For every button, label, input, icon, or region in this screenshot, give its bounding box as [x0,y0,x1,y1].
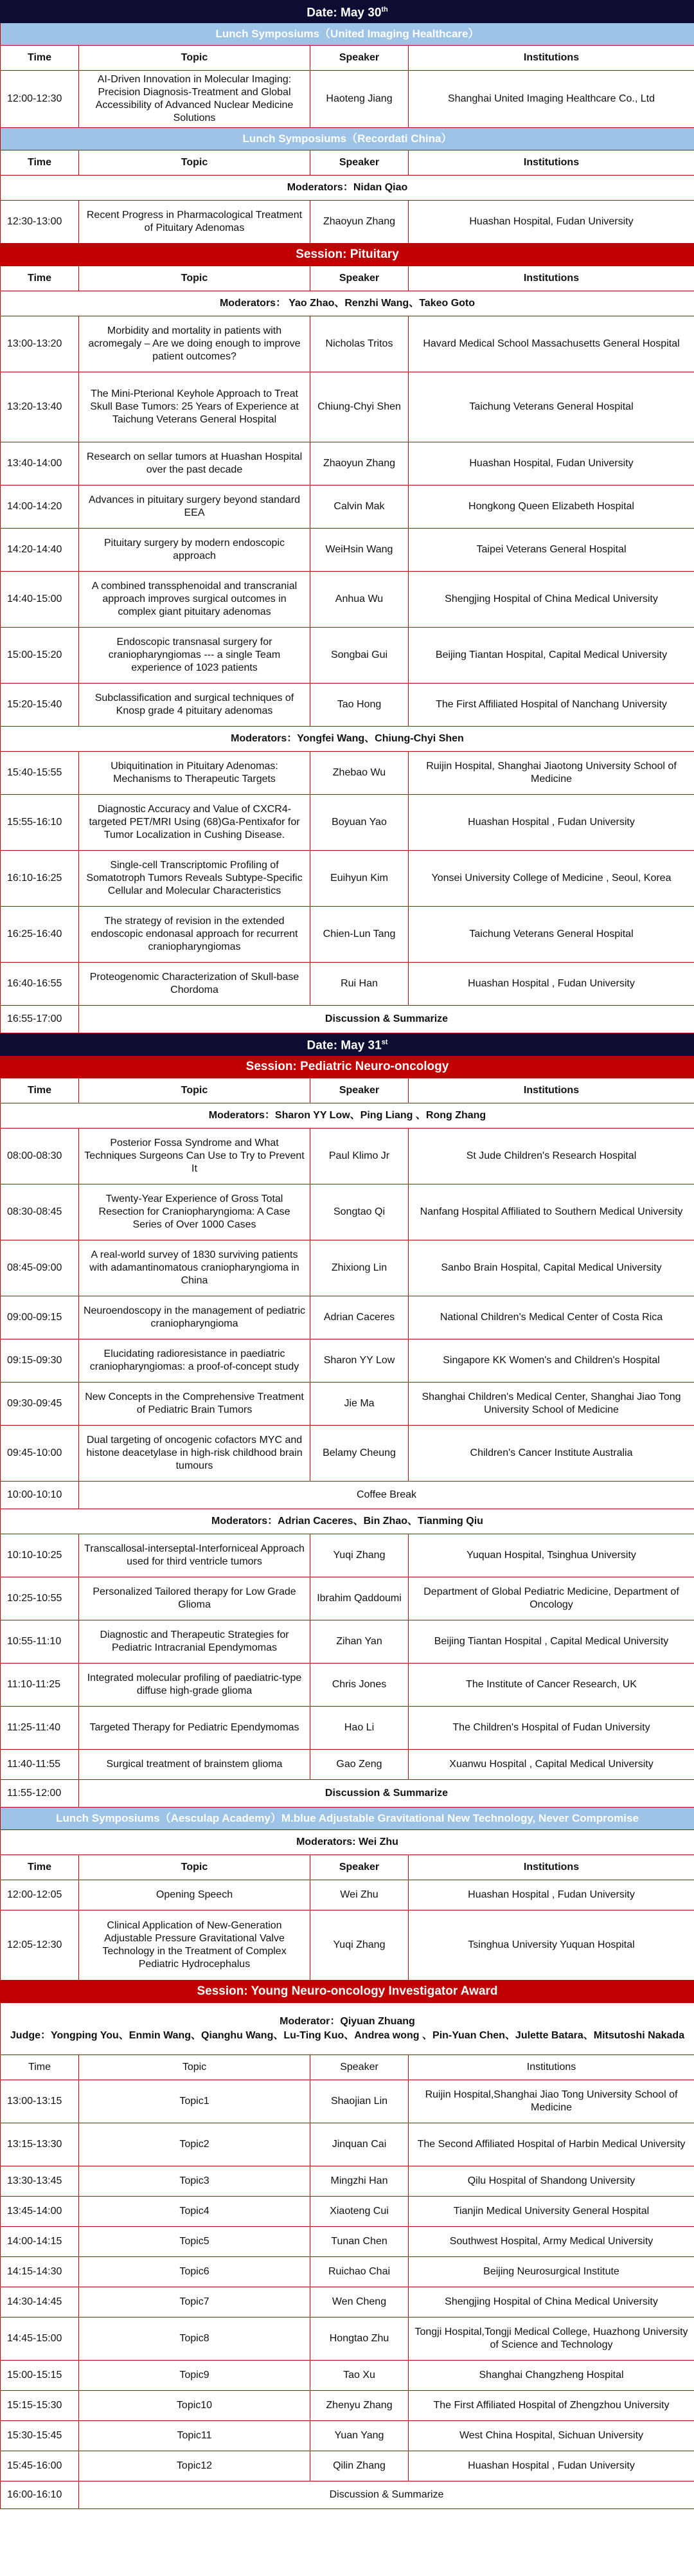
table-row [1,529,694,572]
header-institutions: Institutions [409,2055,694,2080]
speaker-cell: Jie Ma [310,1383,409,1426]
speaker-cell: Tao Hong [310,684,409,727]
speaker-cell: Chien-Lun Tang [310,907,409,963]
header-institutions: Institutions [409,150,694,176]
speaker-cell: Zihan Yan [310,1620,409,1664]
time-cell: 13:00-13:15 [1,2080,79,2123]
table-row [1,1880,694,1910]
table-row [1,2227,694,2257]
table-row [1,1620,694,1664]
topic-cell: Opening Speech [79,1880,310,1910]
speaker-cell: Ruichao Chai [310,2257,409,2287]
table-row [1,2391,694,2421]
time-cell: 13:45-14:00 [1,2197,79,2227]
table-row [1,2361,694,2391]
institution-cell: Sanbo Brain Hospital, Capital Medical University [409,1240,694,1296]
speaker-cell: Tao Xu [310,2361,409,2391]
table-row [1,851,694,907]
speaker-cell: Anhua Wu [310,572,409,628]
table-row [1,442,694,485]
moderators-row [1,1509,694,1534]
institution-cell: Huashan Hospital , Fudan University [409,795,694,851]
institution-cell: Taichung Veterans General Hospital [409,907,694,963]
time-cell: 14:00-14:20 [1,485,79,529]
topic-cell: Topic6 [79,2257,310,2287]
header-speaker: Speaker [310,2055,409,2080]
institution-cell: Huashan Hospital , Fudan University [409,2451,694,2481]
speaker-cell: Nicholas Tritos [310,316,409,372]
header-institutions: Institutions [409,46,694,71]
header-institutions: Institutions [409,1078,694,1103]
speaker-cell: Boyuan Yao [310,795,409,851]
time-cell: 16:00-16:10 [1,2481,79,2509]
time-cell: 10:00-10:10 [1,1482,79,1509]
moderators-row [1,1103,694,1129]
time-cell: 12:05-12:30 [1,1910,79,1981]
topic-cell: Subclassification and surgical techniques of Knosp grade 4 pituitary adenomas [79,684,310,727]
header-time: Time [1,150,79,176]
speaker-cell: Zhebao Wu [310,752,409,795]
speaker-cell: Hongtao Zhu [310,2317,409,2361]
time-cell: 12:00-12:05 [1,1880,79,1910]
column-header-row [1,150,694,176]
topic-cell: Topic7 [79,2287,310,2317]
moderators-label: Moderators：Sharon YY Low、Ping Liang 、Rong Zhang [1,1103,694,1129]
moderators-row [1,176,694,201]
time-cell: 11:55-12:00 [1,1780,79,1808]
table-row [1,1296,694,1339]
speaker-cell: Songbai Gui [310,628,409,684]
institution-cell: National Children's Medical Center of Costa Rica [409,1296,694,1339]
table-row [1,2257,694,2287]
time-cell: 10:10-10:25 [1,1534,79,1577]
speaker-cell: Zhaoyun Zhang [310,442,409,485]
table-row [1,1707,694,1750]
institution-cell: The Institute of Cancer Research, UK [409,1664,694,1707]
topic-cell: Personalized Tailored therapy for Low Grade Glioma [79,1577,310,1620]
column-header-row [1,1855,694,1880]
moderators-row [1,1830,694,1855]
time-cell: 14:15-14:30 [1,2257,79,2287]
header-speaker: Speaker [310,1078,409,1103]
institution-cell: Shengjing Hospital of China Medical University [409,572,694,628]
institution-cell: Havard Medical School Massachusetts General Hospital [409,316,694,372]
institution-cell: Huashan Hospital , Fudan University [409,963,694,1006]
header-time: Time [1,1078,79,1103]
speaker-cell: Tunan Chen [310,2227,409,2257]
table-row [1,1426,694,1482]
institution-cell: Singapore KK Women's and Children's Hospital [409,1339,694,1383]
topic-cell: Neuroendoscopy in the management of pediatric craniopharyngioma [79,1296,310,1339]
table-row [1,2317,694,2361]
time-cell: 15:55-16:10 [1,795,79,851]
discussion-row [1,1780,694,1808]
time-cell: 11:40-11:55 [1,1750,79,1780]
institution-cell: Children's Cancer Institute Australia [409,1426,694,1482]
topic-cell: Twenty-Year Experience of Gross Total Resection for Craniopharyngioma: A Case Series of Over 1000 Cases [79,1184,310,1240]
institution-cell: Yuquan Hospital, Tsinghua University [409,1534,694,1577]
time-cell: 15:00-15:20 [1,628,79,684]
topic-cell: A real-world survey of 1830 surviving patients with adamantinomatous craniopharyngioma in China [79,1240,310,1296]
topic-cell: Clinical Application of New-Generation Adjustable Pressure Gravitational Valve Technology in the Treatment of Complex Pediatric Hydrocephalus [79,1910,310,1981]
time-cell: 09:45-10:00 [1,1426,79,1482]
topic-cell: Topic9 [79,2361,310,2391]
institution-cell: Shanghai Changzheng Hospital [409,2361,694,2391]
judge-list: Judge：Yongping You、Enmin Wang、Qianghu Wang、Lu-Ting Kuo、Andrea wong 、Pin-Yuan Chen、Julette Batara、Mitsutoshi Nakada [10,2030,685,2041]
topic-cell: Advances in pituitary surgery beyond standard EEA [79,485,310,529]
speaker-cell: WeiHsin Wang [310,529,409,572]
speaker-cell: Yuan Yang [310,2421,409,2451]
institution-cell: St Jude Children's Research Hospital [409,1129,694,1184]
table-row [1,201,694,244]
time-cell: 14:20-14:40 [1,529,79,572]
session-pediatric-neuro-oncology [1,1056,694,1078]
section-title: Lunch Symposiums（United Imaging Healthcare） [1,23,694,46]
topic-cell: Integrated molecular profiling of paediatric-type diffuse high-grade glioma [79,1664,310,1707]
date-row-may30 [1,1,694,23]
table-row [1,1534,694,1577]
topic-cell: Topic12 [79,2451,310,2481]
institution-cell: Taichung Veterans General Hospital [409,372,694,442]
table-row [1,752,694,795]
institution-cell: Qilu Hospital of Shandong University [409,2166,694,2197]
speaker-cell: Chris Jones [310,1664,409,1707]
time-cell: 15:20-15:40 [1,684,79,727]
table-row [1,572,694,628]
time-cell: 11:10-11:25 [1,1664,79,1707]
table-row [1,2197,694,2227]
speaker-cell: Belamy Cheung [310,1426,409,1482]
speaker-cell: Mingzhi Han [310,2166,409,2197]
time-cell: 12:00-12:30 [1,71,79,128]
speaker-cell: Hao Li [310,1707,409,1750]
moderator-judge-row [1,2003,694,2055]
header-speaker: Speaker [310,150,409,176]
speaker-cell: Songtao Qi [310,1184,409,1240]
table-row [1,2166,694,2197]
speaker-cell: Sharon YY Low [310,1339,409,1383]
institution-cell: Huashan Hospital, Fudan University [409,201,694,244]
table-row [1,963,694,1006]
lunch-symposium-united-imaging [1,23,694,46]
time-cell: 16:10-16:25 [1,851,79,907]
lunch-symposium-aesculap [1,1808,694,1830]
topic-cell: New Concepts in the Comprehensive Treatment of Pediatric Brain Tumors [79,1383,310,1426]
topic-cell: Topic3 [79,2166,310,2197]
header-institutions: Institutions [409,266,694,291]
table-row [1,684,694,727]
institution-cell: Shanghai Children's Medical Center, Shanghai Jiao Tong University School of Medicine [409,1383,694,1426]
institution-cell: Southwest Hospital, Army Medical University [409,2227,694,2257]
institution-cell: Shanghai United Imaging Healthcare Co., Ltd [409,71,694,128]
header-speaker: Speaker [310,46,409,71]
institution-cell: Tsinghua University Yuquan Hospital [409,1910,694,1981]
section-title: Lunch Symposiums（Aesculap Academy）M.blue Adjustable Gravitational New Technology, Never Compromise [1,1808,694,1830]
topic-cell: Single-cell Transcriptomic Profiling of Somatotroph Tumors Reveals Subtype-Specific Cellular and Molecular Characteristics [79,851,310,907]
date-row-may31 [1,1033,694,1056]
moderators-label: Moderators: Wei Zhu [1,1830,694,1855]
table-row [1,2421,694,2451]
time-cell: 15:00-15:15 [1,2361,79,2391]
topic-cell: The strategy of revision in the extended endoscopic endonasal approach for recurrent craniopharyngiomas [79,907,310,963]
institution-cell: Yonsei University College of Medicine , Seoul, Korea [409,851,694,907]
time-cell: 11:25-11:40 [1,1707,79,1750]
time-cell: 10:25-10:55 [1,1577,79,1620]
header-topic: Topic [79,1078,310,1103]
institution-cell: Beijing Tiantan Hospital, Capital Medical University [409,628,694,684]
moderators-row [1,727,694,752]
institution-cell: Shengjing Hospital of China Medical University [409,2287,694,2317]
column-header-row [1,46,694,71]
institution-cell: West China Hospital, Sichuan University [409,2421,694,2451]
institution-cell: Beijing Neurosurgical Institute [409,2257,694,2287]
speaker-cell: Yuqi Zhang [310,1910,409,1981]
topic-cell: Topic2 [79,2123,310,2166]
header-speaker: Speaker [310,1855,409,1880]
topic-cell: Topic4 [79,2197,310,2227]
speaker-cell: Adrian Caceres [310,1296,409,1339]
topic-cell: Research on sellar tumors at Huashan Hospital over the past decade [79,442,310,485]
header-topic: Topic [79,46,310,71]
table-row [1,1750,694,1780]
table-row [1,1383,694,1426]
institution-cell: Tianjin Medical University General Hospital [409,2197,694,2227]
institution-cell: Beijing Tiantan Hospital , Capital Medical University [409,1620,694,1664]
table-row [1,1184,694,1240]
topic-cell: Transcallosal-interseptal-Interforniceal Approach used for third ventricle tumors [79,1534,310,1577]
topic-cell: Surgical treatment of brainstem glioma [79,1750,310,1780]
time-cell: 15:30-15:45 [1,2421,79,2451]
date-label: Date: May 31st [1,1033,694,1056]
table-row [1,1664,694,1707]
time-cell: 16:25-16:40 [1,907,79,963]
topic-cell: Topic5 [79,2227,310,2257]
speaker-cell: Zhenyu Zhang [310,2391,409,2421]
discussion-label: Discussion & Summarize [79,2481,694,2509]
topic-cell: Dual targeting of oncogenic cofactors MYC and histone deacetylase in high-risk childhood brain tumours [79,1426,310,1482]
table-row [1,1240,694,1296]
header-time: Time [1,2055,79,2080]
speaker-cell: Calvin Mak [310,485,409,529]
speaker-cell: Paul Klimo Jr [310,1129,409,1184]
time-cell: 13:30-13:45 [1,2166,79,2197]
discussion-row [1,1006,694,1033]
time-cell: 13:00-13:20 [1,316,79,372]
section-title: Session: Pituitary [1,244,694,266]
topic-cell: Pituitary surgery by modern endoscopic approach [79,529,310,572]
header-time: Time [1,1855,79,1880]
date-label: Date: May 30th [1,1,694,23]
section-title: Session: Young Neuro-oncology Investigator Award [1,1981,694,2003]
speaker-cell: Qilin Zhang [310,2451,409,2481]
table-row [1,1129,694,1184]
moderator-label: Moderator：Qiyuan Zhuang [280,2016,415,2027]
topic-cell: Topic11 [79,2421,310,2451]
lunch-symposium-recordati [1,128,694,150]
topic-cell: Morbidity and mortality in patients with acromegaly – Are we doing enough to improve patient outcomes? [79,316,310,372]
speaker-cell: Zhixiong Lin [310,1240,409,1296]
topic-cell: A combined transsphenoidal and transcranial approach improves surgical outcomes in complex giant pituitary adenomas [79,572,310,628]
table-row [1,485,694,529]
institution-cell: The First Affiliated Hospital of Zhengzhou University [409,2391,694,2421]
table-row [1,71,694,128]
discussion-label: Discussion & Summarize [79,1006,694,1033]
topic-cell: Diagnostic and Therapeutic Strategies for Pediatric Intracranial Ependymomas [79,1620,310,1664]
header-institutions: Institutions [409,1855,694,1880]
discussion-label: Discussion & Summarize [79,1780,694,1808]
column-header-row [1,2055,694,2080]
section-title: Lunch Symposiums（Recordati China） [1,128,694,150]
time-cell: 14:40-15:00 [1,572,79,628]
time-cell: 14:30-14:45 [1,2287,79,2317]
institution-cell: Huashan Hospital, Fudan University [409,442,694,485]
speaker-cell: Rui Han [310,963,409,1006]
header-time: Time [1,266,79,291]
institution-cell: Hongkong Queen Elizabeth Hospital [409,485,694,529]
time-cell: 16:55-17:00 [1,1006,79,1033]
moderators-label: Moderators：Adrian Caceres、Bin Zhao、Tianming Qiu [1,1509,694,1534]
speaker-cell: Xiaoteng Cui [310,2197,409,2227]
table-row [1,372,694,442]
session-pituitary [1,244,694,266]
time-cell: 16:40-16:55 [1,963,79,1006]
table-row [1,1577,694,1620]
topic-cell: Proteogenomic Characterization of Skull-base Chordoma [79,963,310,1006]
institution-cell: Ruijin Hospital, Shanghai Jiaotong University School of Medicine [409,752,694,795]
session-young-investigator-award [1,1981,694,2003]
table-row [1,2287,694,2317]
time-cell: 08:00-08:30 [1,1129,79,1184]
institution-cell: Ruijin Hospital,Shanghai Jiao Tong University School of Medicine [409,2080,694,2123]
time-cell: 08:30-08:45 [1,1184,79,1240]
time-cell: 08:45-09:00 [1,1240,79,1296]
institution-cell: Tongji Hospital,Tongji Medical College, Huazhong University of Science and Technology [409,2317,694,2361]
header-speaker: Speaker [310,266,409,291]
table-row [1,1339,694,1383]
topic-cell: Posterior Fossa Syndrome and What Techniques Surgeons Can Use to Try to Prevent It [79,1129,310,1184]
institution-cell: Taipei Veterans General Hospital [409,529,694,572]
speaker-cell: Euihyun Kim [310,851,409,907]
header-time: Time [1,46,79,71]
time-cell: 15:45-16:00 [1,2451,79,2481]
section-title: Session: Pediatric Neuro-oncology [1,1056,694,1078]
time-cell: 14:45-15:00 [1,2317,79,2361]
time-cell: 14:00-14:15 [1,2227,79,2257]
time-cell: 09:00-09:15 [1,1296,79,1339]
topic-cell: Topic10 [79,2391,310,2421]
institution-cell: Huashan Hospital , Fudan University [409,1880,694,1910]
topic-cell: Recent Progress in Pharmacological Treatment of Pituitary Adenomas [79,201,310,244]
speaker-cell: Jinquan Cai [310,2123,409,2166]
table-row [1,1910,694,1981]
speaker-cell: Zhaoyun Zhang [310,201,409,244]
column-header-row [1,266,694,291]
time-cell: 09:30-09:45 [1,1383,79,1426]
institution-cell: Nanfang Hospital Affiliated to Southern Medical University [409,1184,694,1240]
table-row [1,2080,694,2123]
topic-cell: AI-Driven Innovation in Molecular Imaging: Precision Diagnosis-Treatment and Global Accessibility of Advanced Nuclear Medicine Solutions [79,71,310,128]
moderator-judge-cell [1,2003,694,2055]
speaker-cell: Wei Zhu [310,1880,409,1910]
speaker-cell: Ibrahim Qaddoumi [310,1577,409,1620]
time-cell: 13:20-13:40 [1,372,79,442]
header-topic: Topic [79,266,310,291]
table-row [1,907,694,963]
time-cell: 12:30-13:00 [1,201,79,244]
table-row [1,795,694,851]
moderators-label: Moderators：Nidan Qiao [1,176,694,201]
moderators-label: Moderators：Yongfei Wang、Chiung-Chyi Shen [1,727,694,752]
institution-cell: The Second Affiliated Hospital of Harbin Medical University [409,2123,694,2166]
speaker-cell: Wen Cheng [310,2287,409,2317]
table-row [1,2451,694,2481]
table-row [1,628,694,684]
time-cell: 13:15-13:30 [1,2123,79,2166]
time-cell: 15:15-15:30 [1,2391,79,2421]
time-cell: 13:40-14:00 [1,442,79,485]
moderators-label: Moderators： Yao Zhao、Renzhi Wang、Takeo Goto [1,291,694,316]
coffee-break-row [1,1482,694,1509]
speaker-cell: Shaojian Lin [310,2080,409,2123]
speaker-cell: Gao Zeng [310,1750,409,1780]
header-topic: Topic [79,150,310,176]
speaker-cell: Haoteng Jiang [310,71,409,128]
table-row [1,2123,694,2166]
time-cell: 09:15-09:30 [1,1339,79,1383]
header-topic: Topic [79,2055,310,2080]
institution-cell: The First Affiliated Hospital of Nanchang University [409,684,694,727]
topic-cell: Diagnostic Accuracy and Value of CXCR4-targeted PET/MRI Using (68)Ga-Pentixafor for Tumor Localization in Cushing Disease. [79,795,310,851]
speaker-cell: Chiung-Chyi Shen [310,372,409,442]
topic-cell: Elucidating radioresistance in paediatric craniopharyngiomas: a proof-of-concept study [79,1339,310,1383]
topic-cell: Ubiquitination in Pituitary Adenomas: Mechanisms to Therapeutic Targets [79,752,310,795]
topic-cell: Targeted Therapy for Pediatric Ependymomas [79,1707,310,1750]
speaker-cell: Yuqi Zhang [310,1534,409,1577]
table-row [1,316,694,372]
column-header-row [1,1078,694,1103]
time-cell: 10:55-11:10 [1,1620,79,1664]
topic-cell: The Mini-Pterional Keyhole Approach to Treat Skull Base Tumors: 25 Years of Experience at Taichung Veterans General Hospital [79,372,310,442]
header-topic: Topic [79,1855,310,1880]
topic-cell: Endoscopic transnasal surgery for craniopharyngiomas --- a single Team experience of 1023 patients [79,628,310,684]
institution-cell: Department of Global Pediatric Medicine, Department of Oncology [409,1577,694,1620]
institution-cell: Xuanwu Hospital , Capital Medical University [409,1750,694,1780]
moderators-row [1,291,694,316]
discussion-row [1,2481,694,2509]
topic-cell: Topic1 [79,2080,310,2123]
institution-cell: The Children's Hospital of Fudan University [409,1707,694,1750]
topic-cell: Topic8 [79,2317,310,2361]
time-cell: 15:40-15:55 [1,752,79,795]
coffee-break-label: Coffee Break [79,1482,694,1509]
